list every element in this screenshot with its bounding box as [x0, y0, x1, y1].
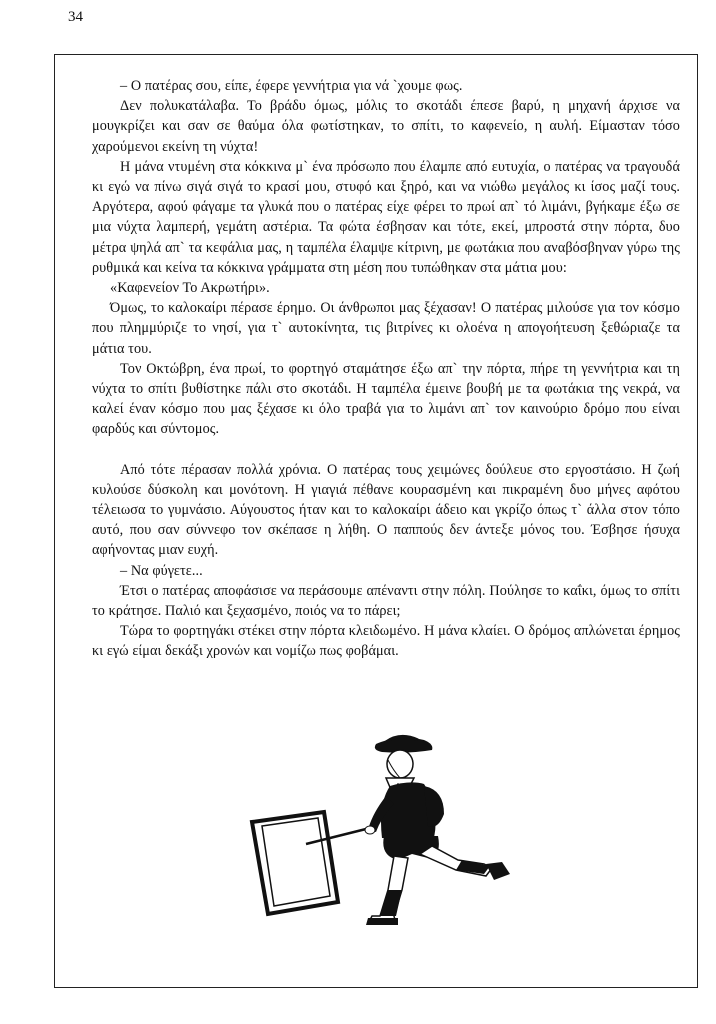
paragraph: – Ο πατέρας σου, είπε, έφερε γεννήτρια για νά `χουμε φως.	[120, 78, 463, 94]
paragraph: Η μάνα ντυμένη στα κόκκινα μ` ένα πρόσωπο που έλαμπε από ευτυχία, ο πατέρας να τραγουδά κι εγώ να πίνω σιγά σιγά το κρασί μου, στυφό και ξηρό, και να νιώθω μεγάλος κι ίσος μαζί τους. Αργότερα, αφού φάγαμε τα γλυκά που ο πατέρας είχε φέρει το πρωί απ` τό λιμάνι, βγήκαμε έξω σε μια νύχτα λαμπερή, γεμάτη αστέρια. Τα φώτα έσβησαν και τότε, εκεί, μπροστά στην πόρτα, δυο μέτρα ψηλά απ` τα κεφάλια μας, η ταμπέλα έλαμψε κίτρινη, με φωτάκια που αναβόσβηναν γύρω της ρυθμικά και κείνα τα κόκκινα γράμματα στη μέση που τυπώθηκαν στα μάτια μου:	[92, 158, 680, 276]
paragraph: – Να φύγετε...	[120, 562, 203, 579]
paragraph: Από τότε πέρασαν πολλά χρόνια. Ο πατέρας τους χειμώνες δούλευε στο εργοστάσιο. Η ζωή κυλούσε δύσκολη και μονότονη. Η γιαγιά πέθανε κουρασμένη και πικραμένη δυο μήνες αφότου τέλειωσα το γυμνάσιο. Αύγουστος ήταν και το καλοκαίρι άδειο και γκρίζο όπως τ` άλλα στον τόπο αυτό, που σαν σύννεφο τον σκέπασε η λήθη. Ο παππούς δεν άντεξε μόνος του. Έσβησε ήσυχα αφήνοντας μιαν ευχή.	[92, 461, 680, 559]
section-gap	[92, 440, 680, 460]
slate-frame	[252, 812, 338, 914]
page-number: 34	[68, 9, 83, 25]
story-text	[92, 76, 680, 662]
paragraph: Όμως, το καλοκαίρι πέρασε έρημο. Οι άνθρωποι μας ξέχασαν! Ο πατέρας μιλούσε για τον κόσμο που πλημμύριζε το νησί, για τ` αυτοκίνητα, τις βιτρίνες κι ολοένα η απογοήτευση ξεθώριαζε τα μάτια του.	[92, 300, 680, 357]
paragraph: Τώρα το φορτηγάκι στέκει στην πόρτα κλειδωμένο. Η μάνα κλαίει. Ο δρόμος απλώνεται έρημος κι εγώ είμαι δεκάξι χρονών και νομίζω πως φοβάμαι.	[92, 623, 680, 660]
paragraph: Τον Οκτώβρη, ένα πρωί, το φορτηγό σταμάτησε έξω απ` την πόρτα, πήρε τη γεννήτρια και τη νύχτα το σπίτι βυθίστηκε πάλι στο σκοτάδι. Η ταμπέλα έμεινε βουβή με τα φωτάκια της νεκρά, να καλεί έναν κόσμο που μας ξέχασε κι όλο τραβά για το λιμάνι απ` τον καινούριο δρόμο που είναι φαρδύς και σύντομος.	[92, 360, 680, 438]
paragraph: Έτσι ο πατέρας αποφάσισε να περάσουμε απέναντι στην πόλη. Πούλησε το καΐκι, όμως το σπίτι το κράτησε. Παλιό και ξεχασμένο, ποιός να το πάρει;	[92, 582, 680, 620]
paragraph: «Καφενείον Το Ακρωτήρι».	[110, 280, 270, 297]
running-boy-illustration	[248, 734, 523, 929]
paragraph: Δεν πολυκατάλαβα. Το βράδυ όμως, μόλις το σκοτάδι έπεσε βαρύ, η μηχανή άρχισε να μουγκρίζει και σαν σε θαύμα όλα φωτίστηκαν, το σπίτι, το καφενείο, η αυλή. Είμασταν τόσο χαρούμενοι εκείνη τη νύχτα!	[92, 98, 680, 155]
